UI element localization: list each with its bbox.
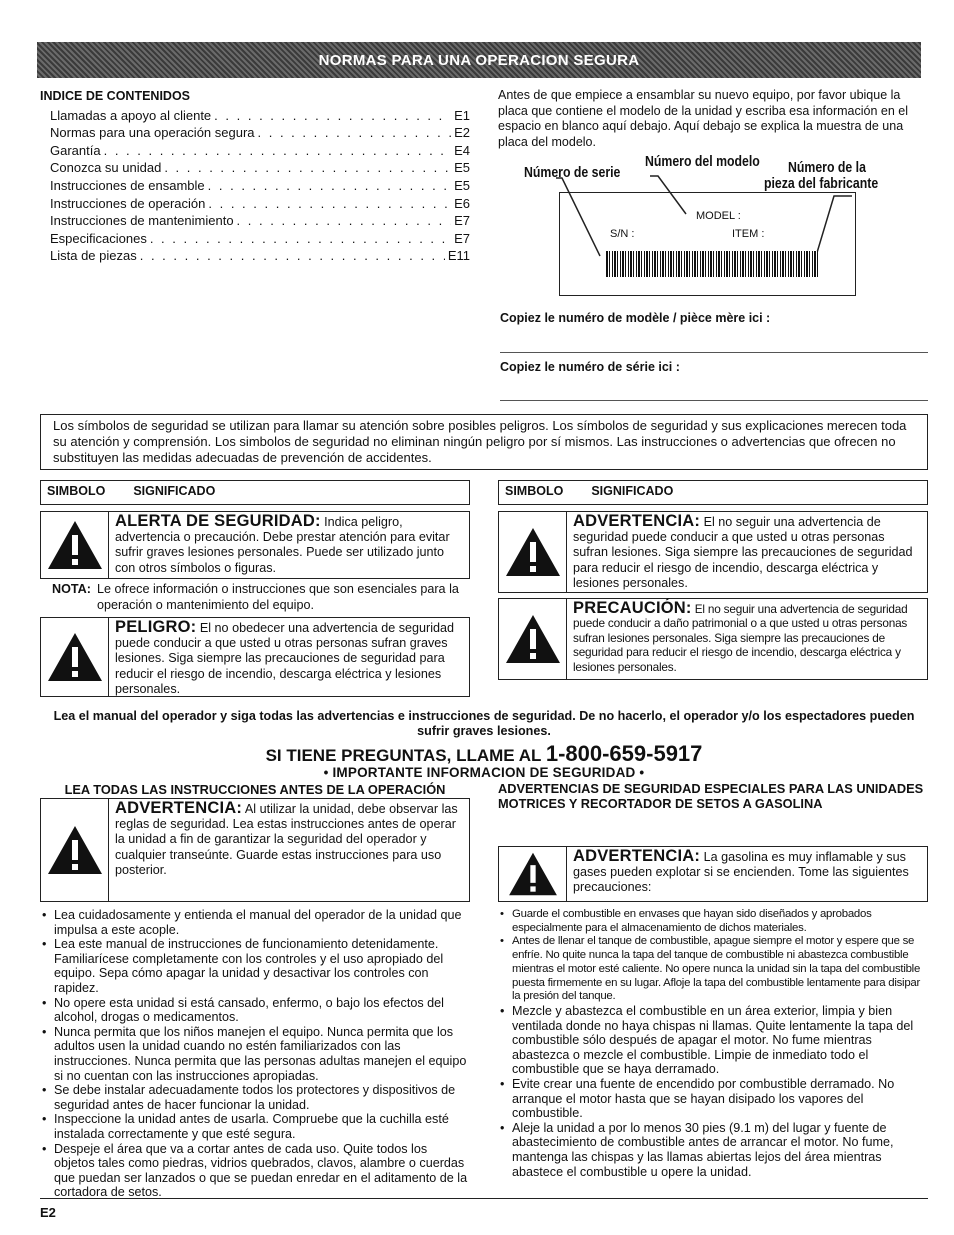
header-symbol: SIMBOLO <box>47 484 106 498</box>
toc-leader-dots <box>214 107 451 125</box>
toc-item-label: Lista de piezas <box>50 248 137 264</box>
toc-item-label: Normas para una operación segura <box>50 125 255 141</box>
alerta-text: Indica peligro, advertencia o precaución. Debe prestar atención para evitar sufrir graves lesiones personales. Puede ser utilizado junto con otros símbolos o figuras. <box>115 515 450 575</box>
read-manual-notice: Lea el manual del operador y siga todas las advertencias e instrucciones de seguridad. De no hacerlo, el operador y/o los espectadores pueden sufrir graves lesiones. <box>53 709 915 738</box>
toc-row <box>50 230 470 248</box>
bullet-item: • Mezcle y abastezca el combustible en un área exterior, limpia y bien ventilada donde no haya chispas ni llamas. Quite lentamente la tapa del combustible sólo después de apagar el motor. No fume mientras abastezca o mezcle el combustible. Limpie de inmediato todo el combustible que se haya derramado. <box>500 1004 928 1077</box>
advertencia-usage-text: Al utilizar la unidad, debe observar las reglas de seguridad. Lea estas instrucciones antes de operar la unidad a fin de garantizar la seguridad del operador y cualquier transeúnte. Guarde estas instrucciones para uso posterior. <box>115 802 458 877</box>
advertencia-title: ADVERTENCIA: <box>573 512 701 530</box>
peligro-row <box>40 617 470 697</box>
advertencia-gasoline-text-block <box>567 847 927 901</box>
header-meaning: SIGNIFICADO <box>591 484 674 498</box>
bullet-item: • No opere esta unidad si está cansado, enfermo, o bajo los efectos del alcohol, drogas o medicamentos. <box>42 996 470 1025</box>
advertencia-usage-text-block <box>109 799 469 901</box>
precaucion-text: El no seguir una advertencia de seguridad puede conducir a daño patrimonial o a que usted u otras personas sufran lesiones personales. Siga siempre las precauciones de seguridad para reducir el riesgo de incendio, descarga eléctrica y lesiones personales. <box>573 602 908 674</box>
bullet-item: • Aleje la unidad a por lo menos 30 pies (9.1 m) del lugar y fuente de abastecimiento de combustible antes de arrancar el motor. No fume, mantenga las chispas y las llamas abiertas lejos del área mientras abastece el combustible u opere la unidad. <box>500 1121 928 1179</box>
toc-item-page: E7 <box>454 213 470 229</box>
toc-row <box>50 212 470 230</box>
bullet-item: • Antes de llenar el tanque de combustible, apague siempre el motor y espere que se enfríe. No quite nunca la tapa del tanque de combustible ni abastezca combustible mientras el motor esté caliente. No opere nunca la unidad sin la tapa del combustible puesta firmemente en su lugar. Afloje la tapa del combustible lentamente para disipar la presión del tanque. <box>500 935 928 1004</box>
peligro-text: El no obedecer una advertencia de seguridad puede conducir a que usted u otras personas sufran graves lesiones. Siga siempre las precauciones de seguridad para reducir el riesgo de incendio, descarga eléctrica y lesiones personales. <box>115 621 455 696</box>
advertencia-text-block <box>567 512 927 592</box>
right-section-heading: ADVERTENCIAS DE SEGURIDAD ESPECIALES PARA LAS UNIDADES MOTRICES Y RECORTADOR DE SETOS A GASOLINA <box>498 781 924 811</box>
bullet-item: • Inspeccione la unidad antes de usarla. Compruebe que la cuchilla esté instalada correctamente y que esté segura. <box>42 1112 470 1141</box>
toc-item-label: Instrucciones de ensamble <box>50 177 205 193</box>
page-number: E2 <box>40 1205 56 1220</box>
toc-item-page: E5 <box>454 177 470 193</box>
alerta-title: ALERTA DE SEGURIDAD: <box>115 512 321 530</box>
barcode-image <box>606 251 818 277</box>
bullet-item: • Lea cuidadosamente y entienda el manual del operador de la unidad que impulsa a este acople. <box>42 908 470 937</box>
toc-leader-dots <box>104 142 452 160</box>
toc-list <box>40 107 470 265</box>
toc-row <box>50 195 470 213</box>
advertencia-gasoline-title: ADVERTENCIA: <box>573 847 701 865</box>
plate-item-text: ITEM : <box>732 228 765 240</box>
toc-item-page: E4 <box>454 142 470 158</box>
toc-leader-dots <box>237 212 452 230</box>
alerta-text-block <box>109 512 469 578</box>
bullet-item: • Se debe instalar adecuadamente todos los protectores y dispositivos de seguridad antes de hacer funcionar la unidad. <box>42 1083 470 1112</box>
model-number-label: Número del modelo <box>645 153 760 170</box>
warning-triangle-icon <box>499 847 567 901</box>
footer-rule <box>40 1198 928 1199</box>
toc-item-page: E2 <box>454 125 470 141</box>
bullet-item: • Guarde el combustible en envases que hayan sido diseñados y aprobados especialmente para el almacenamiento de dichos materiales. <box>500 908 928 935</box>
toc-leader-dots <box>140 247 445 265</box>
warning-triangle-icon <box>41 618 109 696</box>
toc-item-label: Especificaciones <box>50 230 147 246</box>
toc-item-label: Llamadas a apoyo al cliente <box>50 107 212 123</box>
advertencia-gasoline-text: La gasolina es muy inflamable y sus gases pueden explotar si se encienden. Tome las siguientes precauciones: <box>573 850 909 895</box>
advertencia-usage-title: ADVERTENCIA: <box>115 799 243 817</box>
bullet-item: • Despeje el área que va a cortar antes de cada uso. Quite todos los objetos tales como piedras, vidrios quebrados, clavos, alambre o cuerdas que puedan ser lanzados o que se puedan enredar en el aditamento de la cortadora de setos. <box>42 1142 470 1200</box>
warning-triangle-icon <box>41 512 109 578</box>
important-safety-heading: • IMPORTANTE INFORMACION DE SEGURIDAD • <box>323 765 645 780</box>
phone-prefix: SI TIENE PREGUNTAS, LLAME AL <box>265 746 542 765</box>
toc-row <box>50 142 470 160</box>
table-of-contents <box>40 88 470 265</box>
toc-item-page: E6 <box>454 195 470 211</box>
serial-number-label: Número de serie <box>524 164 621 181</box>
nota-text: Le ofrece información o instrucciones que son esenciales para la operación o mantenimiento del equipo. <box>96 582 459 612</box>
alerta-row <box>40 511 470 579</box>
toc-row <box>50 107 470 125</box>
plate-sn-text: S/N : <box>610 228 635 240</box>
toc-row <box>50 177 470 195</box>
phone-number[interactable]: 1-800-659-5917 <box>545 741 703 766</box>
bullet-item: • Evite crear una fuente de encendido por combustible derramado. No arranque el motor hasta que se hayan disipado los vapores del combustible. <box>500 1077 928 1121</box>
left-section-heading: LEA TODAS LAS INSTRUCCIONES ANTES DE LA OPERACIÓN <box>64 782 446 797</box>
toc-leader-dots <box>208 177 451 195</box>
toc-item-label: Instrucciones de operación <box>50 195 206 211</box>
copy-model-label: Copiez le numéro de modèle / pièce mère ici : <box>500 311 771 325</box>
toc-leader-dots <box>164 159 451 177</box>
peligro-title: PELIGRO: <box>115 618 197 636</box>
precaucion-title: PRECAUCIÓN: <box>573 599 692 617</box>
toc-item-page: E11 <box>447 248 470 264</box>
model-plate <box>559 192 856 296</box>
symbols-intro-box: Los símbolos de seguridad se utilizan para llamar su atención sobre posibles peligros. Los símbolos de seguridad y sus explicaciones merecen toda su atención y comprensión. Los simbolos de seguridad no eliminan ningún peligro por sí mismos. Las instrucciones o advertencias que ofrecen no substituyen las medidas adecuadas de prevención de accidentes. <box>40 414 928 470</box>
warning-triangle-icon <box>499 512 567 592</box>
left-bullet-list <box>42 908 470 1200</box>
toc-leader-dots <box>208 195 451 213</box>
right-bullet-list <box>500 1004 928 1179</box>
bullet-item: • Lea este manual de instrucciones de funcionamiento detenidamente. Familiarícese completamente con los controles y el uso apropiado del equipo. Sepa cómo apagar la unidad y desactivar los controles con rapidez. <box>42 937 470 995</box>
toc-title: INDICE DE CONTENIDOS <box>40 89 191 103</box>
toc-item-page: E5 <box>454 160 470 176</box>
toc-row <box>50 124 470 142</box>
toc-item-page: E7 <box>454 230 470 246</box>
manufacturer-part-label-1: Número de la <box>788 159 866 176</box>
advertencia-usage-box <box>40 798 470 902</box>
banner-title: NORMAS PARA UNA OPERACION SEGURA <box>318 51 640 69</box>
header-meaning: SIGNIFICADO <box>133 484 216 498</box>
advertencia-row <box>498 511 928 593</box>
toc-item-label: Garantía <box>50 142 101 158</box>
precaucion-text-block <box>567 599 927 679</box>
warning-triangle-icon <box>41 799 109 901</box>
header-symbol: SIMBOLO <box>505 484 564 498</box>
model-plate-inner <box>568 199 846 275</box>
copy-serial-label: Copiez le numéro de série ici : <box>500 360 680 374</box>
symbol-table-header-right <box>498 480 928 505</box>
nota-label: NOTA: <box>52 582 91 596</box>
toc-item-label: Instrucciones de mantenimiento <box>50 213 234 229</box>
advertencia-text: El no seguir una advertencia de seguridad puede conducir a que usted u otras personas sufran lesiones. Siga siempre las precauciones de seguridad para reducir el riesgo de incendio, descarga eléctrica y lesiones personales. <box>573 515 913 590</box>
toc-row <box>50 159 470 177</box>
right-bullet-list-small <box>500 908 928 1004</box>
intro-paragraph: Antes de que empiece a ensamblar su nuevo equipo, por favor ubique la placa que contiene el modelo de la unidad y escriba esa información en el espacio en blanco aquí debajo. Aquí debajo se explica la muestra de una placa del modelo. <box>498 88 908 149</box>
serial-entry-line[interactable] <box>500 400 928 401</box>
model-entry-line[interactable] <box>500 352 928 353</box>
precaucion-row <box>498 598 928 680</box>
toc-item-label: Conozca su unidad <box>50 160 162 176</box>
manufacturer-part-label-2: pieza del fabricante <box>764 175 879 192</box>
toc-leader-dots <box>258 124 452 142</box>
plate-model-text: MODEL : <box>696 210 741 222</box>
phone-line <box>40 741 928 767</box>
peligro-text-block <box>109 618 469 696</box>
toc-item-page: E1 <box>454 107 470 123</box>
bullet-item: • Nunca permita que los niños manejen el equipo. Nunca permita que los adultos usen la unidad cuando no estén familiarizados con las instrucciones. Nunca permita que las personas adultas manejen el equipo si no cuentan con las instrucciones apropiadas. <box>42 1025 470 1083</box>
nota-row <box>52 582 470 613</box>
advertencia-gasoline-box <box>498 846 928 902</box>
section-banner <box>37 42 921 78</box>
toc-row <box>50 247 470 265</box>
symbol-table-header-left <box>40 480 470 505</box>
warning-triangle-icon <box>499 599 567 679</box>
toc-leader-dots <box>150 230 451 248</box>
